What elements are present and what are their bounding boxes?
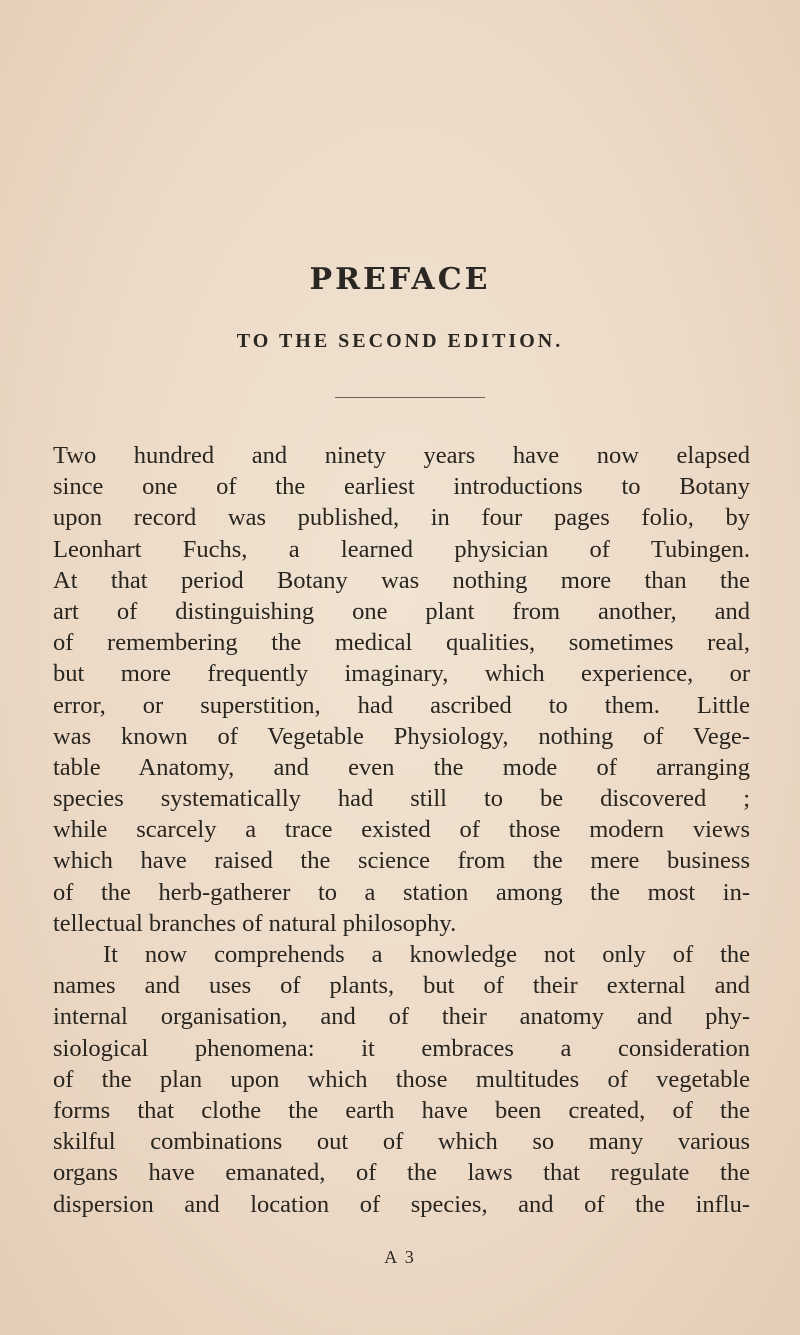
text-line: At that period Botany was nothing more than the [53, 566, 750, 594]
text-line: skilful combinations out of which so many various [53, 1128, 750, 1156]
text-line: art of distinguishing one plant from another, and [53, 597, 750, 625]
text-line: error, or superstition, had ascribed to them. Little [53, 691, 750, 719]
text-line: species systematically had still to be discovered ; [53, 785, 750, 813]
text-line: internal organisation, and of their anatomy and phy- [53, 1003, 750, 1031]
text-line: which have raised the science from the mere business [53, 847, 750, 875]
text-line: while scarcely a trace existed of those modern views [53, 816, 750, 844]
text-line: tellectual branches of natural philosophy. [53, 909, 457, 937]
text-line: siological phenomena: it embraces a consideration [53, 1034, 750, 1062]
text-line: names and uses of plants, but of their external and [53, 972, 750, 1000]
text-line: since one of the earliest introductions to Botany [53, 473, 750, 501]
text-line: upon record was published, in four pages folio, by [53, 504, 750, 532]
preface-body [53, 440, 750, 1220]
text-line: but more frequently imaginary, which experience, or [53, 660, 750, 688]
divider-rule [335, 397, 485, 398]
page-title: PREFACE [309, 262, 491, 297]
text-line: table Anatomy, and even the mode of arranging [53, 753, 750, 781]
signature-mark: A 3 [384, 1247, 416, 1267]
text-line: of the plan upon which those multitudes of vegetable [53, 1065, 750, 1093]
text-line: organs have emanated, of the laws that regulate the [53, 1159, 750, 1187]
text-line: of the herb-gatherer to a station among the most in- [53, 878, 750, 906]
text-line: forms that clothe the earth have been created, of the [53, 1096, 750, 1124]
text-line: was known of Vegetable Physiology, nothing of Vege- [53, 722, 750, 750]
text-line: Two hundred and ninety years have now elapsed [53, 442, 750, 469]
text-line: dispersion and location of species, and of the influ- [53, 1190, 750, 1218]
text-line: Leonhart Fuchs, a learned physician of Tubingen. [53, 535, 750, 563]
text-line: of remembering the medical qualities, sometimes real, [53, 629, 750, 657]
page-subtitle: TO THE SECOND EDITION. [236, 330, 564, 352]
text-line: It now comprehends a knowledge not only of the [103, 941, 750, 968]
